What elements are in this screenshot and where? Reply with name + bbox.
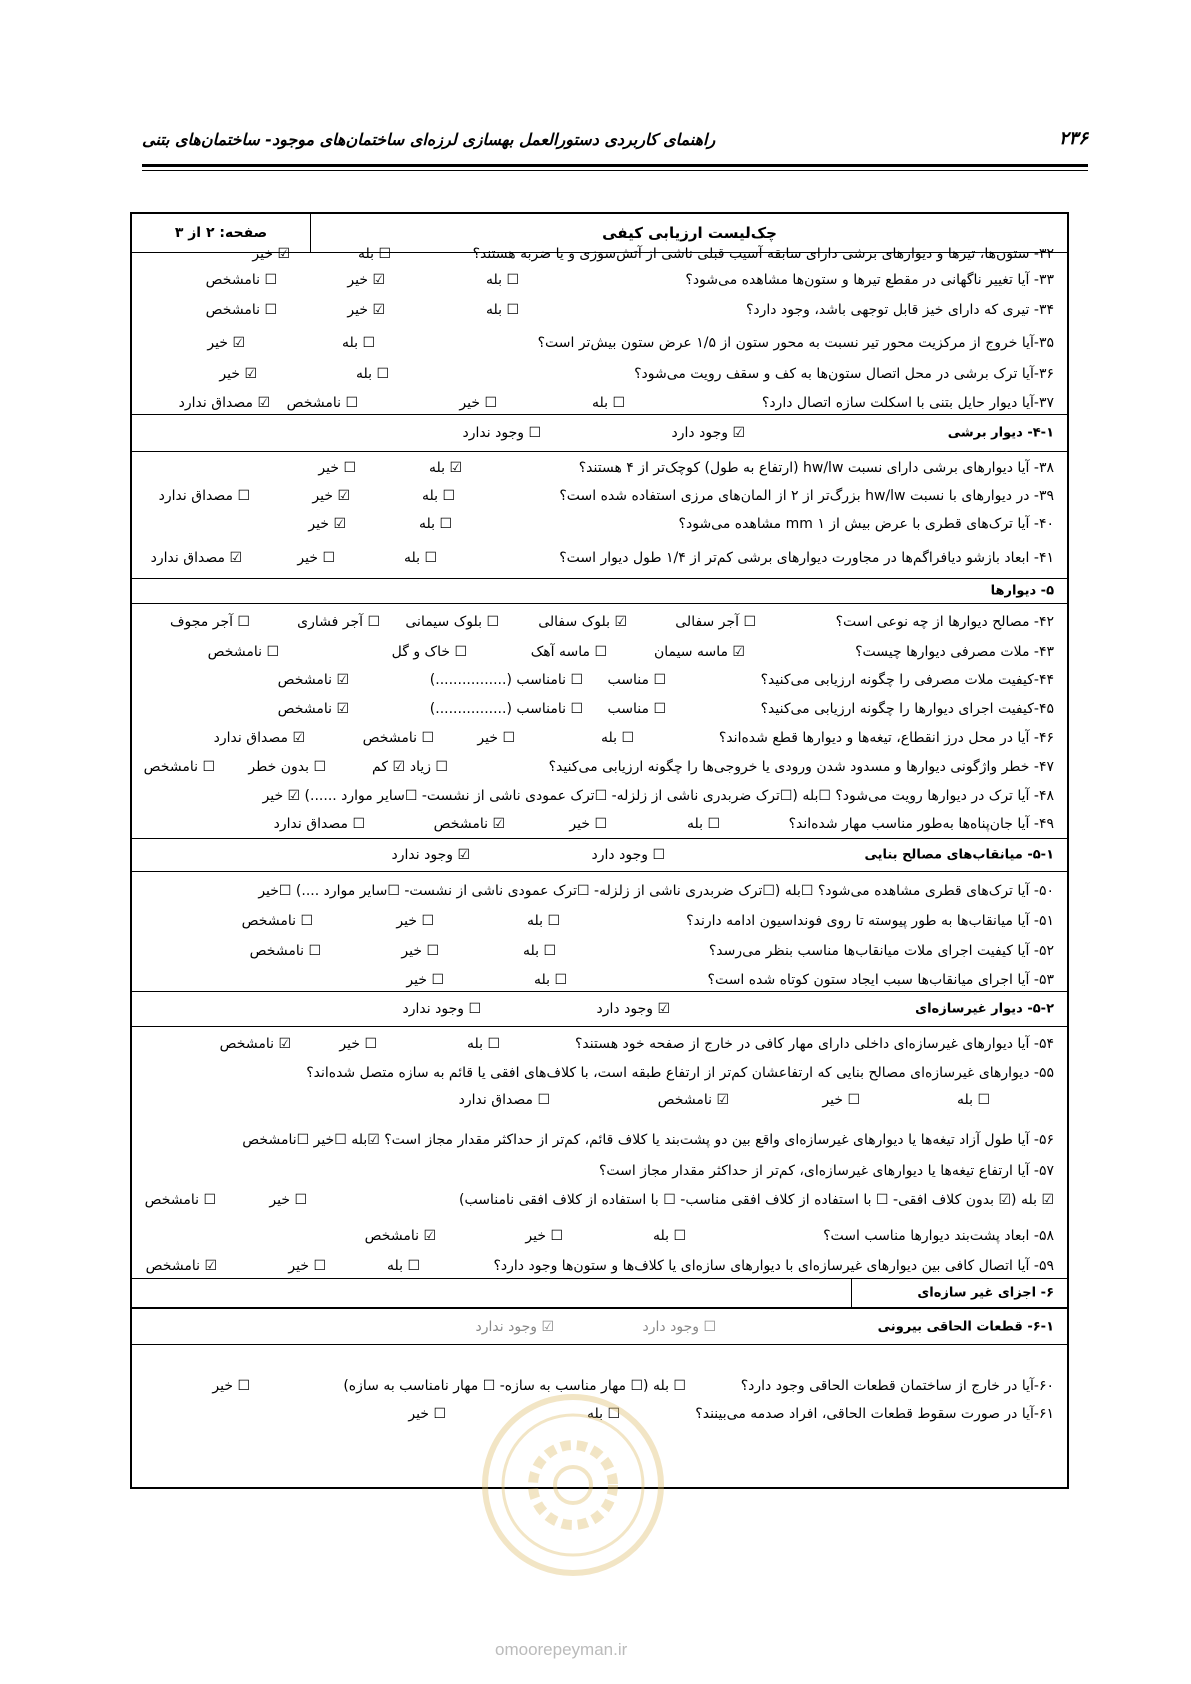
answer-checkbox[interactable]: ☐ بله [600, 730, 634, 746]
answer-checkbox[interactable]: ☐ بله [355, 366, 389, 382]
answer-checkbox[interactable]: ☐ خیر [297, 550, 335, 566]
question-text: ۴۱- ابعاد بازشو دیافراگم‌ها در مجاورت دیوارهای برشی کم‌تر از ۱/۴ طول دیوار است؟ [559, 550, 1054, 566]
question-text: ۳۷-آیا دیوار حایل بتنی با اسکلت سازه اتصال دارد؟ [761, 395, 1054, 411]
answer-checkbox[interactable]: ☐ مناسب [607, 672, 666, 688]
section-title: ۴-۱- دیوار برشی [947, 425, 1054, 441]
question-text: ۳۲- ستون‌ها، تیرها و دیوارهای برشی دارای سابقه آسیب قبلی ناشی از آتش‌سوزی و یا ضربه هستند؟ [472, 246, 1054, 262]
question-text: ۳۶-آیا ترک برشی در محل اتصال ستون‌ها به کف و سقف رویت می‌شود؟ [634, 366, 1054, 382]
answer-checkbox[interactable]: ☐ مناسب [607, 701, 666, 717]
answer-checkbox[interactable]: ☐ بله [522, 943, 556, 959]
answer-checkbox[interactable]: ☐ آجر فشاری [297, 614, 380, 630]
answer-checkbox[interactable]: ☐ نامشخص [205, 272, 277, 288]
section-title: ۵-۲- دیوار غیرسازه‌ای [915, 1001, 1054, 1017]
section-existence-checkbox[interactable]: ☑ وجود ندارد [391, 847, 470, 863]
answer-checkbox[interactable]: ☑ مصداق ندارد [178, 395, 270, 411]
answer-checkbox[interactable]: ☐ خیر [401, 943, 439, 959]
answer-checkbox[interactable]: ☐ بله [591, 395, 625, 411]
answer-checkbox[interactable]: ☑ نامشخص [364, 1228, 436, 1244]
answer-checkbox[interactable]: ☐ خیر [318, 460, 356, 476]
question-text: ☑ بله (☑ بدون کلاف افقی- ☐ با استفاده از کلاف افقی مناسب- ☐ با استفاده از کلاف افقی نامناسب) [459, 1192, 1054, 1208]
question-text: ۵۲- آیا کیفیت اجرای ملات میانقاب‌ها مناسب بنظر می‌رسد؟ [708, 943, 1054, 959]
answer-checkbox[interactable]: ☑ نامشخص [433, 816, 505, 832]
answer-checkbox[interactable]: ☑ نامشخص [277, 701, 349, 717]
answer-checkbox[interactable]: ☐ خیر [408, 1406, 446, 1422]
answer-checkbox[interactable]: ☐ نامشخص [207, 644, 279, 660]
question-text: ۴۰- آیا ترک‌های قطری با عرض بیش از ۱ mm مشاهده می‌شود؟ [678, 516, 1054, 532]
answer-checkbox[interactable]: ☑ خیر [308, 516, 346, 532]
answer-checkbox[interactable]: ☑ خیر [207, 335, 245, 351]
question-text: ۵۶- آیا طول آزاد تیغه‌ها یا دیوارهای غیرسازه‌ای واقع بین دو پشت‌بند یا کلاف قائم، کم‌تر از حداکثر مقدار مجاز است؟ ☑بله ☐خیر ☐نامشخص [242, 1132, 1054, 1148]
answer-checkbox[interactable]: ☐ نامشخص [144, 1192, 216, 1208]
question-text: ۵۹- آیا اتصال کافی بین دیوارهای غیرسازه‌ای با دیوارهای سازه‌ای یا کلاف‌ها و ستون‌ها وجود دارد؟ [493, 1258, 1054, 1274]
answer-checkbox[interactable]: ☐ بله [586, 1406, 620, 1422]
answer-checkbox[interactable]: ☑ ماسه سیمان [653, 644, 745, 660]
answer-checkbox[interactable]: ☐ خیر [339, 1036, 377, 1052]
question-text: ۵۱- آیا میانقاب‌ها به طور پیوسته تا روی فونداسیون ادامه دارند؟ [686, 913, 1054, 929]
question-text: ۴۹- آیا جان‌پناه‌ها به‌طور مناسب مهار شده‌اند؟ [788, 816, 1054, 832]
answer-checkbox[interactable]: ☐ خیر [569, 816, 607, 832]
checklist-title: چک‌لیست ارزیابی کیفی [602, 224, 777, 242]
page-number: ۲۳۶ [1058, 128, 1088, 149]
answer-checkbox[interactable]: ☐ بله [526, 913, 560, 929]
question-text: ۶۱-آیا در صورت سقوط قطعات الحاقی، افراد صدمه می‌بینند؟ [695, 1406, 1054, 1422]
page-of-label: صفحه: ۲ از ۳ [174, 225, 268, 241]
question-text: ۵۷- آیا ارتفاع تیغه‌ها یا دیوارهای غیرسازه‌ای، کم‌تر از حداکثر مقدار مجاز است؟ [598, 1163, 1054, 1179]
question-text: ۳۴- تیری که دارای خیز قابل توجهی باشد، وجود دارد؟ [745, 302, 1054, 318]
question-text: ۴۳- ملات مصرفی دیوارها چیست؟ [855, 644, 1054, 660]
answer-checkbox[interactable]: ☐ زیاد [409, 759, 448, 775]
section-band [130, 578, 1069, 604]
answer-checkbox[interactable]: ☐ بله [466, 1036, 500, 1052]
question-text: ۴۷- خطر واژگونی دیوارها و مسدود شدن ورودی یا خروجی‌ها را چگونه ارزیابی می‌کنید؟ [548, 759, 1054, 775]
answer-checkbox[interactable]: ☐ نامشخص [362, 730, 434, 746]
question-text: ۵۰- آیا ترک‌های قطری مشاهده می‌شود؟ ☐بله (☐ترک ضربدری ناشی از زلزله- ☐ترک عمودی ناشی از نشست- ☐سایر موارد ....) ☐خیر [258, 883, 1054, 899]
answer-checkbox[interactable]: ☑ نامشخص [219, 1036, 291, 1052]
section-title: ۶-۱- قطعات الحاقی بیرونی [877, 1319, 1054, 1334]
section-existence-checkbox[interactable]: ☑ وجود دارد [596, 1001, 670, 1017]
section-existence-checkbox[interactable]: ☑ وجود ندارد [475, 1318, 554, 1335]
question-text: ۳۸- آیا دیوارهای برشی دارای نسبت hw/lw (ارتفاع به طول) کوچک‌تر از ۴ هستند؟ [578, 460, 1054, 476]
section-existence-checkbox[interactable]: ☑ وجود دارد [671, 425, 745, 441]
answer-checkbox[interactable]: ☐ آجر مجوف [169, 614, 250, 630]
question-text: ۳۵-آیا خروج از مرکزیت محور تیر نسبت به محور ستون از ۱/۵ عرض ستون بیش‌تر است؟ [537, 335, 1054, 351]
question-text: ۴۴-کیفیت ملات مصرفی را چگونه ارزیابی می‌کنید؟ [760, 672, 1054, 688]
question-text: ۳۹- در دیوارهای با نسبت hw/lw بزرگ‌تر از ۲ از المان‌های مرزی استفاده شده است؟ [559, 488, 1054, 504]
answer-checkbox[interactable]: ☑ مصداق ندارد [150, 550, 242, 566]
answer-checkbox[interactable]: ☑ کم [372, 759, 405, 775]
answer-checkbox[interactable]: ☐ بله [485, 272, 519, 288]
answer-checkbox[interactable]: ☑ خیر [347, 272, 385, 288]
answer-checkbox[interactable]: ☑ نامشخص [145, 1258, 217, 1274]
header-rule-thick [142, 164, 1088, 167]
answer-checkbox[interactable]: ☐ نامناسب (................) [429, 672, 583, 688]
answer-checkbox[interactable]: ☑ خیر [347, 302, 385, 318]
answer-checkbox[interactable]: ☐ خاک و گل [391, 644, 467, 660]
answer-checkbox[interactable]: ☐ بله [686, 816, 720, 832]
answer-checkbox[interactable]: ☐ خیر [459, 395, 497, 411]
section-title: ۵- دیوارها [990, 583, 1054, 599]
answer-checkbox[interactable]: ☑ خیر [312, 488, 350, 504]
answer-checkbox[interactable]: ☑ بله [428, 460, 462, 476]
answer-checkbox[interactable]: ☐ نامناسب (................) [429, 701, 583, 717]
question-text: ۵۵- دیوارهای غیرسازه‌ای مصالح بنایی که ارتفاعشان کم‌تر از ارتفاع طبقه است، با کلاف‌های افقی یا قائم به سازه متصل شده‌اند؟ [306, 1065, 1054, 1081]
watermark-site: omoorepeyman.ir [495, 1640, 628, 1659]
answer-checkbox[interactable]: ☐ ماسه آهک [530, 644, 607, 660]
answer-checkbox[interactable]: ☐ بله [652, 1228, 686, 1244]
answer-checkbox[interactable]: ☐ نامشخص [205, 302, 277, 318]
answer-checkbox[interactable]: ☐ مصداق ندارد [458, 1092, 550, 1108]
answer-checkbox[interactable]: ☐ نامشخص [143, 759, 215, 775]
question-text: ۴۲- مصالح دیوارها از چه نوعی است؟ [835, 614, 1054, 630]
question-text: ۵۳- آیا اجرای میانقاب‌ها سبب ایجاد ستون کوتاه شده است؟ [707, 972, 1054, 988]
running-title: راهنمای کاربردی دستورالعمل بهسازی لرزه‌ای ساختمان‌های موجود- ساختمان‌های بتنی [142, 130, 716, 149]
answer-checkbox[interactable]: ☐ خیر [525, 1228, 563, 1244]
section-existence-checkbox[interactable]: ☐ وجود دارد [591, 847, 665, 863]
answer-checkbox[interactable]: ☐ بله [533, 972, 567, 988]
answer-checkbox[interactable]: ☐ بله [403, 550, 437, 566]
answer-checkbox[interactable]: ☐ بدون خطر [248, 759, 326, 775]
section-band [130, 414, 1069, 452]
title-separator [310, 214, 311, 252]
answer-checkbox[interactable]: ☐ بلوک سیمانی [405, 614, 499, 630]
watermark-seal [478, 1390, 668, 1580]
question-text: ۴۶- آیا در محل درز انقطاع، تیغه‌ها و دیوارها قطع شده‌اند؟ [718, 730, 1054, 746]
answer-checkbox[interactable]: ☑ بلوک سفالی [538, 614, 627, 630]
answer-checkbox[interactable]: ☐ بله (☐ مهار مناسب به سازه- ☐ مهار نامناسب به سازه) [343, 1378, 686, 1394]
question-text: ۴۸- آیا ترک در دیوارها رویت می‌شود؟ ☐بله (☐ترک ضربدری ناشی از زلزله- ☐ترک عمودی ناشی از نشست- ☐سایر موارد ......) ☑ خیر [262, 788, 1054, 804]
section-separator [851, 1278, 852, 1308]
section-title: ۵-۱- میانقاب‌های مصالح بنایی [864, 847, 1054, 863]
answer-checkbox[interactable]: ☑ نامشخص [657, 1092, 729, 1108]
answer-checkbox[interactable]: ☐ بله [357, 246, 391, 262]
answer-checkbox[interactable]: ☐ خیر [477, 730, 515, 746]
header-rule-thin [142, 170, 1088, 171]
question-text: ۶۰-آیا در خارج از ساختمان قطعات الحاقی وجود دارد؟ [740, 1378, 1054, 1394]
question-text: ۵۴- آیا دیوارهای غیرسازه‌ای داخلی دارای مهار کافی در خارج از صفحه خود هستند؟ [574, 1036, 1054, 1052]
answer-checkbox[interactable]: ☐ بله [341, 335, 375, 351]
answer-checkbox[interactable]: ☐ خیر [269, 1192, 307, 1208]
answer-checkbox[interactable]: ☐ بله [418, 516, 452, 532]
section-existence-checkbox[interactable]: ☐ وجود ندارد [402, 1001, 481, 1017]
answer-checkbox[interactable]: ☐ خیر [396, 913, 434, 929]
answer-checkbox[interactable]: ☑ خیر [252, 246, 290, 262]
answer-checkbox[interactable]: ☐ نامشخص [249, 943, 321, 959]
section-title: ۶- اجزای غیر سازه‌ای [917, 1285, 1054, 1301]
answer-checkbox[interactable]: ☐ بله [421, 488, 455, 504]
answer-checkbox[interactable]: ☐ خیر [822, 1092, 860, 1108]
section-existence-checkbox[interactable]: ☐ وجود ندارد [462, 425, 541, 441]
page-header [142, 128, 1088, 152]
answer-checkbox[interactable]: ☐ آجر سفالی [675, 614, 756, 630]
answer-checkbox[interactable]: ☐ بله [485, 302, 519, 318]
answer-checkbox[interactable]: ☑ مصداق ندارد [213, 730, 305, 746]
answer-checkbox[interactable]: ☐ بله [386, 1258, 420, 1274]
answer-checkbox[interactable]: ☐ مصداق ندارد [158, 488, 250, 504]
answer-checkbox[interactable]: ☐ بله [956, 1092, 990, 1108]
answer-checkbox[interactable]: ☐ خیر [288, 1258, 326, 1274]
answer-checkbox[interactable]: ☑ نامشخص [277, 672, 349, 688]
answer-checkbox[interactable]: ☐ مصداق ندارد [273, 816, 365, 832]
question-text: ۴۵-کیفیت اجرای دیوارها را چگونه ارزیابی می‌کنید؟ [760, 701, 1054, 717]
answer-checkbox[interactable]: ☐ خیر [212, 1378, 250, 1394]
section-existence-checkbox[interactable]: ☐ وجود دارد [642, 1318, 716, 1335]
answer-checkbox[interactable]: ☐ نامشخص [286, 395, 358, 411]
question-text: ۵۸- ابعاد پشت‌بند دیوارها مناسب است؟ [823, 1228, 1054, 1244]
answer-checkbox[interactable]: ☐ نامشخص [241, 913, 313, 929]
question-text: ۳۳- آیا تغییر ناگهانی در مقطع تیرها و ستون‌ها مشاهده می‌شود؟ [685, 272, 1054, 288]
answer-checkbox[interactable]: ☑ خیر [219, 366, 257, 382]
answer-checkbox[interactable]: ☐ خیر [406, 972, 444, 988]
